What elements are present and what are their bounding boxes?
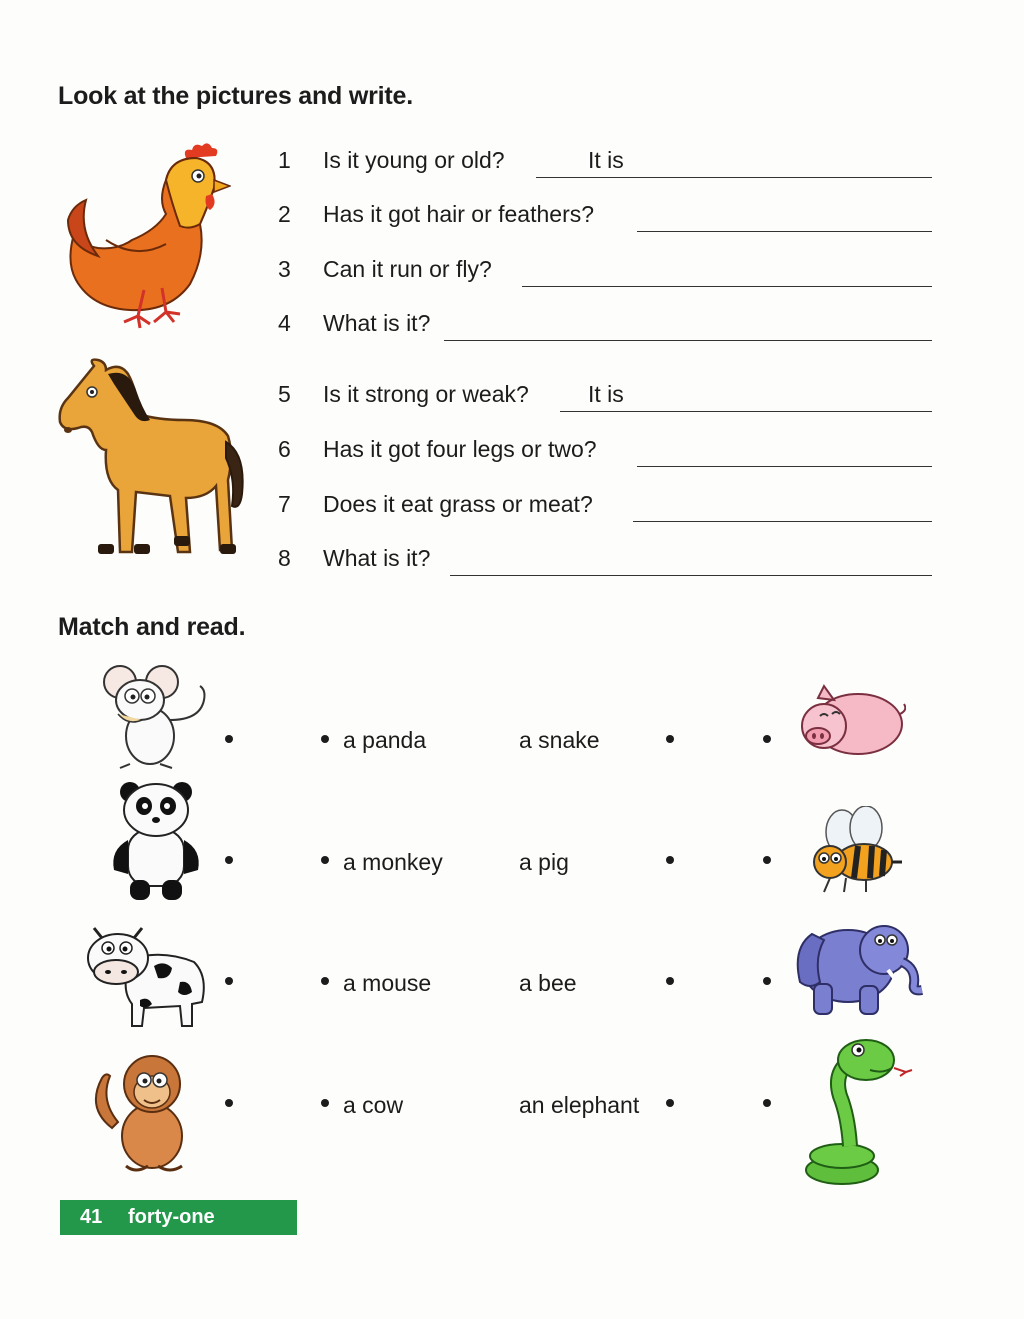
question-number: 7	[278, 491, 291, 517]
match-dot-right-word[interactable]	[666, 1099, 674, 1107]
snake-picture	[800, 1028, 920, 1192]
question-row-8	[278, 540, 932, 576]
question-number: 6	[278, 436, 291, 462]
hen-picture	[66, 140, 231, 335]
question-number: 4	[278, 310, 291, 336]
match-dot-left-word[interactable]	[321, 977, 329, 985]
match-word-left: a cow	[343, 1092, 404, 1118]
match-dot-right-picture[interactable]	[763, 735, 771, 743]
pig-picture	[796, 684, 906, 762]
answer-line-4[interactable]	[444, 339, 932, 341]
question-text: Can it run or fly?	[323, 256, 492, 282]
question-text: Has it got hair or feathers?	[323, 201, 595, 227]
bee-picture	[806, 806, 906, 896]
answer-line-6[interactable]	[637, 465, 932, 467]
question-text: Does it eat grass or meat?	[323, 491, 593, 517]
match-word-right: a snake	[519, 727, 600, 753]
question-text: What is it?	[323, 310, 431, 336]
match-dot-left-picture[interactable]	[225, 1099, 233, 1107]
question-row-3	[278, 251, 932, 287]
answer-line-8[interactable]	[450, 574, 932, 576]
match-dot-right-picture[interactable]	[763, 1099, 771, 1107]
section-title-write: Look at the pictures and write.	[58, 82, 413, 110]
match-word-right: a bee	[519, 970, 577, 996]
question-text: Has it got four legs or two?	[323, 436, 597, 462]
elephant-picture	[792, 912, 924, 1018]
question-row-7	[278, 486, 932, 522]
question-row-6	[278, 431, 932, 467]
page-number: 41	[80, 1206, 103, 1228]
question-number: 8	[278, 545, 291, 571]
question-number: 1	[278, 147, 291, 173]
match-dot-left-word[interactable]	[321, 1099, 329, 1107]
mouse-picture	[100, 660, 210, 772]
question-number: 3	[278, 256, 291, 282]
match-dot-left-picture[interactable]	[225, 735, 233, 743]
monkey-picture	[92, 1048, 198, 1178]
match-word-right: a pig	[519, 849, 569, 875]
question-row-5	[278, 376, 932, 412]
horse-picture	[56, 358, 246, 568]
answer-line-3[interactable]	[522, 285, 932, 287]
match-dot-left-picture[interactable]	[225, 856, 233, 864]
match-dot-right-word[interactable]	[666, 735, 674, 743]
answer-prefix: It is	[588, 381, 624, 407]
answer-line-5[interactable]	[560, 410, 932, 412]
answer-line-1[interactable]	[536, 176, 932, 178]
cow-picture	[84, 918, 210, 1030]
question-text: Is it strong or weak?	[323, 381, 529, 407]
match-dot-right-picture[interactable]	[763, 856, 771, 864]
match-dot-left-word[interactable]	[321, 735, 329, 743]
match-dot-left-picture[interactable]	[225, 977, 233, 985]
panda-picture	[108, 782, 204, 904]
answer-prefix: It is	[588, 147, 624, 173]
answer-line-7[interactable]	[633, 520, 932, 522]
question-text: What is it?	[323, 545, 431, 571]
match-dot-left-word[interactable]	[321, 856, 329, 864]
question-number: 2	[278, 201, 291, 227]
match-dot-right-word[interactable]	[666, 977, 674, 985]
match-word-right: an elephant	[519, 1092, 640, 1118]
page-footer	[60, 1200, 297, 1235]
match-dot-right-picture[interactable]	[763, 977, 771, 985]
section-title-match: Match and read.	[58, 613, 246, 641]
match-dot-right-word[interactable]	[666, 856, 674, 864]
match-word-left: a monkey	[343, 849, 443, 875]
question-row-4	[278, 305, 932, 341]
page-number-word: forty-one	[128, 1206, 215, 1228]
question-text: Is it young or old?	[323, 147, 505, 173]
question-row-2	[278, 196, 932, 232]
match-word-left: a mouse	[343, 970, 432, 996]
match-word-left: a panda	[343, 727, 427, 753]
answer-line-2[interactable]	[637, 230, 932, 232]
question-row-1	[278, 142, 932, 178]
question-number: 5	[278, 381, 291, 407]
